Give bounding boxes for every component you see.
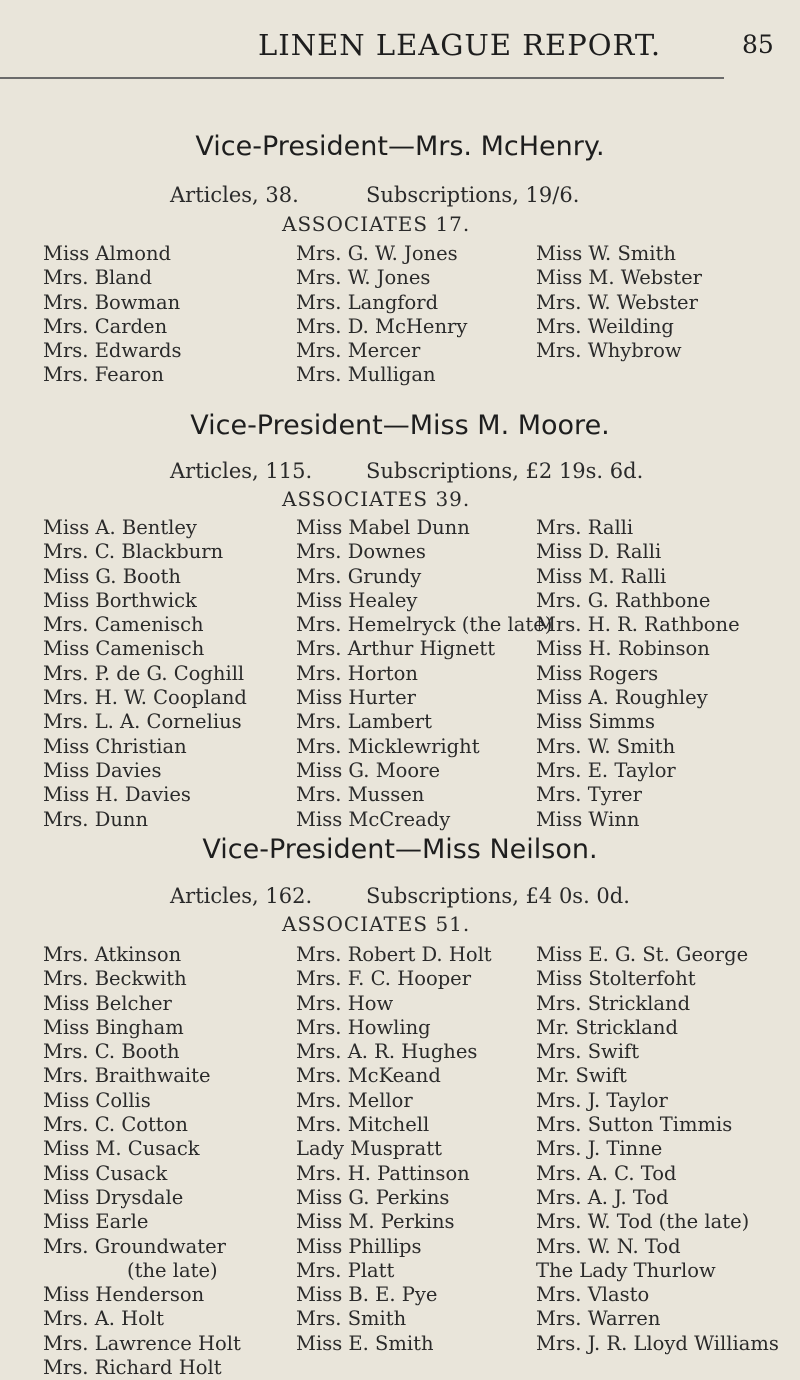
associate-name: Mrs. Bowman bbox=[43, 290, 181, 314]
associate-name: Mrs. H. Pattinson bbox=[296, 1161, 470, 1185]
associate-name: Mrs. McKeand bbox=[296, 1064, 441, 1088]
associate-name: Miss M. Ralli bbox=[536, 564, 667, 588]
associate-name: Mrs. A. Holt bbox=[43, 1307, 164, 1331]
associate-name: (the late) bbox=[127, 1258, 218, 1282]
associate-name: Miss Cusack bbox=[43, 1161, 168, 1185]
associate-name: Mr. Strickland bbox=[536, 1015, 678, 1039]
associates-column-2 bbox=[296, 242, 467, 388]
associate-name: Miss Winn bbox=[536, 807, 640, 831]
associate-name: Miss M. Webster bbox=[536, 266, 702, 290]
associate-name: Miss Borthwick bbox=[43, 588, 197, 612]
associate-name: Miss Hurter bbox=[296, 686, 416, 710]
associate-name: Mrs. Langford bbox=[296, 290, 439, 314]
associate-name: Mrs. Sutton Timmis bbox=[536, 1113, 733, 1137]
associates-column-1 bbox=[43, 516, 247, 832]
associate-name: Mrs. Bland bbox=[43, 266, 152, 290]
associate-name: The Lady Thurlow bbox=[536, 1258, 716, 1282]
associate-name: Mrs. Dunn bbox=[43, 807, 149, 831]
associate-name: Miss Drysdale bbox=[43, 1185, 184, 1209]
associate-name: Miss Almond bbox=[43, 242, 172, 265]
associate-name: Mrs. W. N. Tod bbox=[536, 1234, 681, 1258]
page-number: 85 bbox=[742, 30, 774, 59]
articles-count: Articles, 38. bbox=[170, 183, 299, 207]
vice-president-heading: Vice-President—Miss Neilson. bbox=[202, 834, 598, 865]
associate-name: Mrs. Downes bbox=[296, 540, 426, 564]
associate-name: Mrs. Edwards bbox=[43, 339, 182, 363]
associate-name: Mrs. F. C. Hooper bbox=[296, 967, 472, 991]
associate-name: Mrs. Swift bbox=[536, 1040, 640, 1064]
associate-name: Mrs. Mitchell bbox=[296, 1113, 430, 1137]
associate-name: Miss McCready bbox=[296, 807, 451, 831]
associate-name: Mrs. Strickland bbox=[536, 991, 691, 1015]
associate-name: Mrs. Horton bbox=[296, 661, 418, 685]
subscriptions-total: Subscriptions, 19/6. bbox=[366, 183, 580, 207]
associate-name: Mrs. Fearon bbox=[43, 363, 164, 387]
associate-name: Miss M. Cusack bbox=[43, 1137, 200, 1161]
subscriptions-total: Subscriptions, £4 0s. 0d. bbox=[366, 884, 630, 908]
associate-name: Mrs. E. Taylor bbox=[536, 758, 676, 782]
associate-name: Mrs. Arthur Hignett bbox=[296, 637, 496, 661]
associate-name: Miss G. Booth bbox=[43, 564, 181, 588]
associate-name: Mrs. Vlasto bbox=[536, 1283, 650, 1307]
vice-president-heading: Vice-President—Mrs. McHenry. bbox=[195, 131, 605, 162]
associate-name: Mrs. G. W. Jones bbox=[296, 242, 458, 265]
running-title: LINEN LEAGUE REPORT. bbox=[258, 28, 662, 62]
associates-count: ASSOCIATES 51. bbox=[282, 912, 471, 936]
associate-name: Mrs. A. C. Tod bbox=[536, 1161, 677, 1185]
associate-name: Mrs. G. Rathbone bbox=[536, 588, 711, 612]
associate-name: Mrs. H. W. Coopland bbox=[43, 686, 247, 710]
associate-name: Mrs. Ralli bbox=[536, 516, 634, 539]
associate-name: Mrs. Howling bbox=[296, 1015, 431, 1039]
associate-name: Mrs. Hemelryck (the late) bbox=[296, 613, 553, 637]
associate-name: Miss Mabel Dunn bbox=[296, 516, 470, 539]
associate-name: Lady Muspratt bbox=[296, 1137, 442, 1161]
associate-name: Miss D. Ralli bbox=[536, 540, 662, 564]
associate-name: Mr. Swift bbox=[536, 1064, 627, 1088]
associate-name: Miss M. Perkins bbox=[296, 1210, 455, 1234]
associate-name: Miss Phillips bbox=[296, 1234, 422, 1258]
associate-name: Mrs. A. J. Tod bbox=[536, 1185, 669, 1209]
associate-name: Mrs. W. Smith bbox=[536, 734, 676, 758]
header-rule bbox=[0, 77, 724, 79]
associate-name: Miss A. Roughley bbox=[536, 686, 708, 710]
associate-name: Mrs. H. R. Rathbone bbox=[536, 613, 740, 637]
vice-president-heading: Vice-President—Miss M. Moore. bbox=[190, 410, 610, 441]
associate-name: Miss Davies bbox=[43, 758, 162, 782]
associates-column-1 bbox=[43, 943, 241, 1380]
page-header bbox=[0, 0, 800, 82]
associate-name: Mrs. Grundy bbox=[296, 564, 422, 588]
associate-name: Mrs. J. Tinne bbox=[536, 1137, 663, 1161]
associate-name: Mrs. C. Cotton bbox=[43, 1113, 188, 1137]
associate-name: Mrs. Robert D. Holt bbox=[296, 943, 492, 966]
associate-name: Mrs. Beckwith bbox=[43, 967, 187, 991]
subscriptions-total: Subscriptions, £2 19s. 6d. bbox=[366, 459, 644, 483]
associate-name: Mrs. Warren bbox=[536, 1307, 661, 1331]
associate-name: Miss A. Bentley bbox=[43, 516, 197, 539]
associates-column-3 bbox=[536, 943, 779, 1356]
associate-name: Mrs. Groundwater bbox=[43, 1234, 226, 1258]
associate-name: Miss G. Perkins bbox=[296, 1185, 450, 1209]
associate-name: Mrs. Lambert bbox=[296, 710, 432, 734]
associate-name: Mrs. Carden bbox=[43, 314, 168, 338]
associate-name: Miss Belcher bbox=[43, 991, 172, 1015]
associate-name: Mrs. L. A. Cornelius bbox=[43, 710, 242, 734]
associate-name: Mrs. Richard Holt bbox=[43, 1356, 222, 1380]
associate-name: Miss E. Smith bbox=[296, 1331, 434, 1355]
associate-name: Mrs. Camenisch bbox=[43, 613, 204, 637]
associate-name: Mrs. Whybrow bbox=[536, 339, 682, 363]
associate-name: Mrs. Braithwaite bbox=[43, 1064, 211, 1088]
associate-name: Mrs. Lawrence Holt bbox=[43, 1331, 241, 1355]
associate-name: Miss Stolterfoht bbox=[536, 967, 696, 991]
associate-name: Mrs. W. Webster bbox=[536, 290, 698, 314]
associate-name: Mrs. Mussen bbox=[296, 783, 425, 807]
associate-name: Mrs. A. R. Hughes bbox=[296, 1040, 478, 1064]
associate-name: Mrs. Mercer bbox=[296, 339, 421, 363]
associate-name: Mrs. Tyrer bbox=[536, 783, 642, 807]
associates-count: ASSOCIATES 39. bbox=[282, 487, 471, 511]
associate-name: Mrs. W. Jones bbox=[296, 266, 431, 290]
associate-name: Miss Bingham bbox=[43, 1015, 184, 1039]
associate-name: Mrs. Mellor bbox=[296, 1088, 413, 1112]
associate-name: Miss Earle bbox=[43, 1210, 149, 1234]
associate-name: Miss Camenisch bbox=[43, 637, 205, 661]
associate-name: Mrs. Mulligan bbox=[296, 363, 436, 387]
associate-name: Miss Healey bbox=[296, 588, 418, 612]
associate-name: Mrs. D. McHenry bbox=[296, 314, 468, 338]
associate-name: Miss E. G. St. George bbox=[536, 943, 749, 966]
associate-name: Mrs. Platt bbox=[296, 1258, 395, 1282]
associates-column-1 bbox=[43, 242, 182, 388]
associate-name: Miss Rogers bbox=[536, 661, 659, 685]
associate-name: Miss Christian bbox=[43, 734, 187, 758]
associates-column-2 bbox=[296, 516, 552, 832]
associates-column-3 bbox=[536, 516, 740, 832]
associate-name: Mrs. Weilding bbox=[536, 314, 674, 338]
associate-name: Miss B. E. Pye bbox=[296, 1283, 438, 1307]
associate-name: Mrs. How bbox=[296, 991, 394, 1015]
associate-name: Mrs. C. Booth bbox=[43, 1040, 180, 1064]
associate-name: Mrs. Smith bbox=[296, 1307, 407, 1331]
articles-count: Articles, 162. bbox=[170, 884, 313, 908]
associate-name: Miss Collis bbox=[43, 1088, 151, 1112]
associate-name: Miss H. Davies bbox=[43, 783, 191, 807]
associate-name: Mrs. P. de G. Coghill bbox=[43, 661, 245, 685]
associate-name: Mrs. W. Tod (the late) bbox=[536, 1210, 750, 1234]
associate-name: Mrs. J. R. Lloyd Williams bbox=[536, 1331, 779, 1355]
associate-name: Mrs. C. Blackburn bbox=[43, 540, 224, 564]
associate-name: Miss G. Moore bbox=[296, 758, 441, 782]
associate-name: Miss W. Smith bbox=[536, 242, 676, 265]
associates-count: ASSOCIATES 17. bbox=[282, 212, 471, 236]
associate-name: Miss Simms bbox=[536, 710, 655, 734]
associate-name: Miss Henderson bbox=[43, 1283, 205, 1307]
associate-name: Mrs. Atkinson bbox=[43, 943, 182, 966]
articles-count: Articles, 115. bbox=[170, 459, 313, 483]
associate-name: Miss H. Robinson bbox=[536, 637, 710, 661]
associates-column-2 bbox=[296, 943, 492, 1356]
associates-column-3 bbox=[536, 242, 702, 363]
associate-name: Mrs. Micklewright bbox=[296, 734, 480, 758]
associate-name: Mrs. J. Taylor bbox=[536, 1088, 668, 1112]
